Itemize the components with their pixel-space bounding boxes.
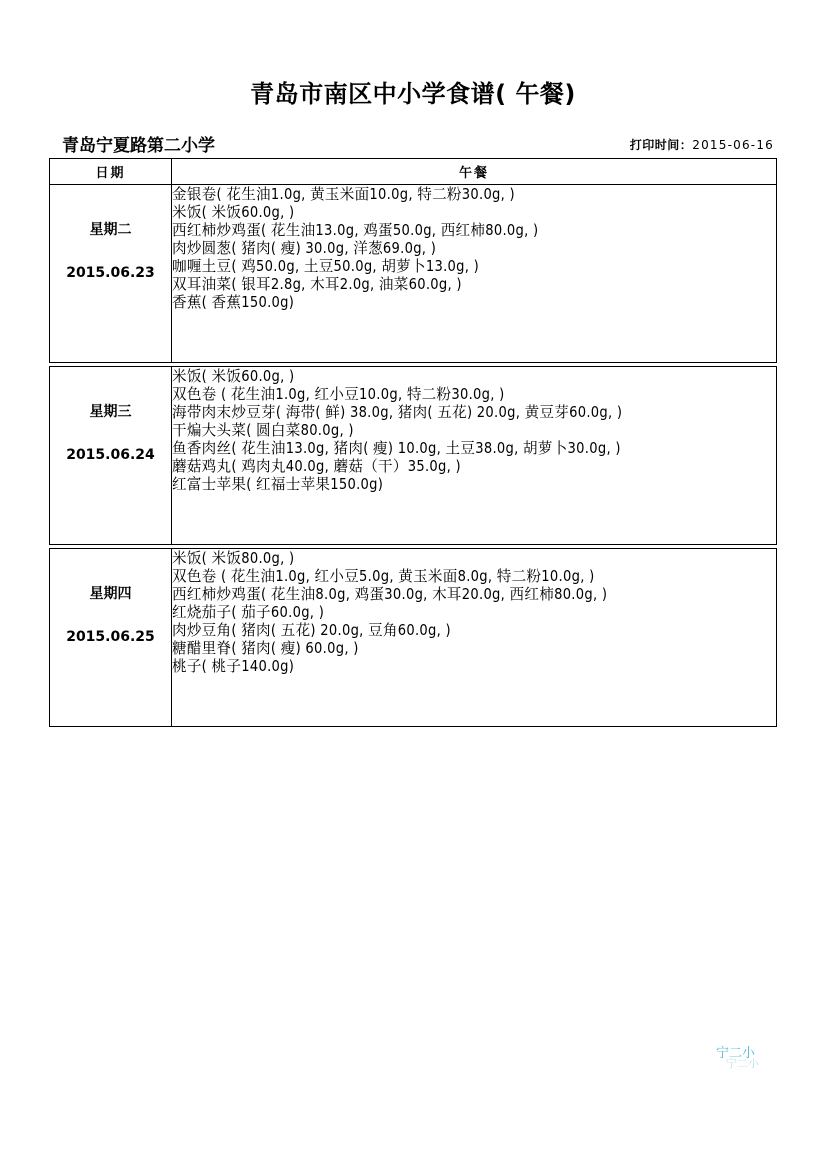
table-row [50,549,777,727]
watermark-shadow: 宁二小 [726,1057,759,1070]
weekday-label: 星期二 [89,222,132,238]
meal-item: 干煸大头菜( 圆白菜80.0g, ) [172,421,354,439]
meal-item: 蘑菇鸡丸( 鸡肉丸40.0g, 蘑菇（干）35.0g, ) [172,457,461,475]
school-name: 青岛宁夏路第二小学 [62,136,215,156]
meals-cell [172,549,777,727]
meal-item: 米饭( 米饭60.0g, ) [172,203,295,221]
meal-item: 双色卷 ( 花生油1.0g, 红小豆5.0g, 黄玉米面8.0g, 特二粉10.0g, ) [172,567,595,585]
header-lunch: 午餐 [172,159,777,185]
menu-table [49,158,777,727]
meal-item: 桃子( 桃子140.0g) [172,657,295,675]
meal-item: 双耳油菜( 银耳2.8g, 木耳2.0g, 油菜60.0g, ) [172,275,462,293]
meal-item: 肉炒圆葱( 猪肉( 瘦) 30.0g, 洋葱69.0g, ) [172,239,437,257]
date-cell [50,185,172,363]
menu-body [50,185,777,727]
meal-item: 肉炒豆角( 猪肉( 五花) 20.0g, 豆角60.0g, ) [172,621,451,639]
date-label: 2015.06.23 [66,265,155,281]
weekday-label: 星期三 [89,404,132,420]
meal-item: 鱼香肉丝( 花生油13.0g, 猪肉( 瘦) 10.0g, 土豆38.0g, 胡萝卜30.0g, ) [172,439,621,457]
print-time-value: 2015-06-16 [692,138,774,152]
date-label: 2015.06.25 [66,629,155,645]
watermark: 宁二小 [716,1046,756,1061]
print-time [630,136,774,153]
date-cell [50,367,172,545]
meal-item: 咖喱土豆( 鸡50.0g, 土豆50.0g, 胡萝卜13.0g, ) [172,257,480,275]
meal-item: 海带肉末炒豆芽( 海带( 鲜) 38.0g, 猪肉( 五花) 20.0g, 黄豆芽60.0g, ) [172,403,623,421]
meal-item: 香蕉( 香蕉150.0g) [172,293,295,311]
meal-item: 双色卷 ( 花生油1.0g, 红小豆10.0g, 特二粉30.0g, ) [172,385,505,403]
print-time-label: 打印时间： [629,138,693,152]
table-header-row [50,159,777,185]
meal-item: 金银卷( 花生油1.0g, 黄玉米面10.0g, 特二粉30.0g, ) [172,185,515,203]
meal-item: 红富士苹果( 红福士苹果150.0g) [172,475,384,493]
table-row [50,367,777,545]
weekday-label: 星期四 [89,586,132,602]
meal-item: 红烧茄子( 茄子60.0g, ) [172,603,325,621]
page-title: 青岛市南区中小学食谱( 午餐) [250,80,576,108]
table-row [50,185,777,363]
meal-item: 西红柿炒鸡蛋( 花生油13.0g, 鸡蛋50.0g, 西红柿80.0g, ) [172,221,539,239]
meal-item: 西红柿炒鸡蛋( 花生油8.0g, 鸡蛋30.0g, 木耳20.0g, 西红柿80.0g, ) [172,585,608,603]
meal-item: 糖醋里脊( 猪肉( 瘦) 60.0g, ) [172,639,359,657]
date-label: 2015.06.24 [66,447,155,463]
date-cell [50,549,172,727]
meals-cell [172,367,777,545]
meals-cell [172,185,777,363]
meal-item: 米饭( 米饭80.0g, ) [172,549,295,567]
meal-item: 米饭( 米饭60.0g, ) [172,367,295,385]
header-date: 日期 [50,159,172,185]
